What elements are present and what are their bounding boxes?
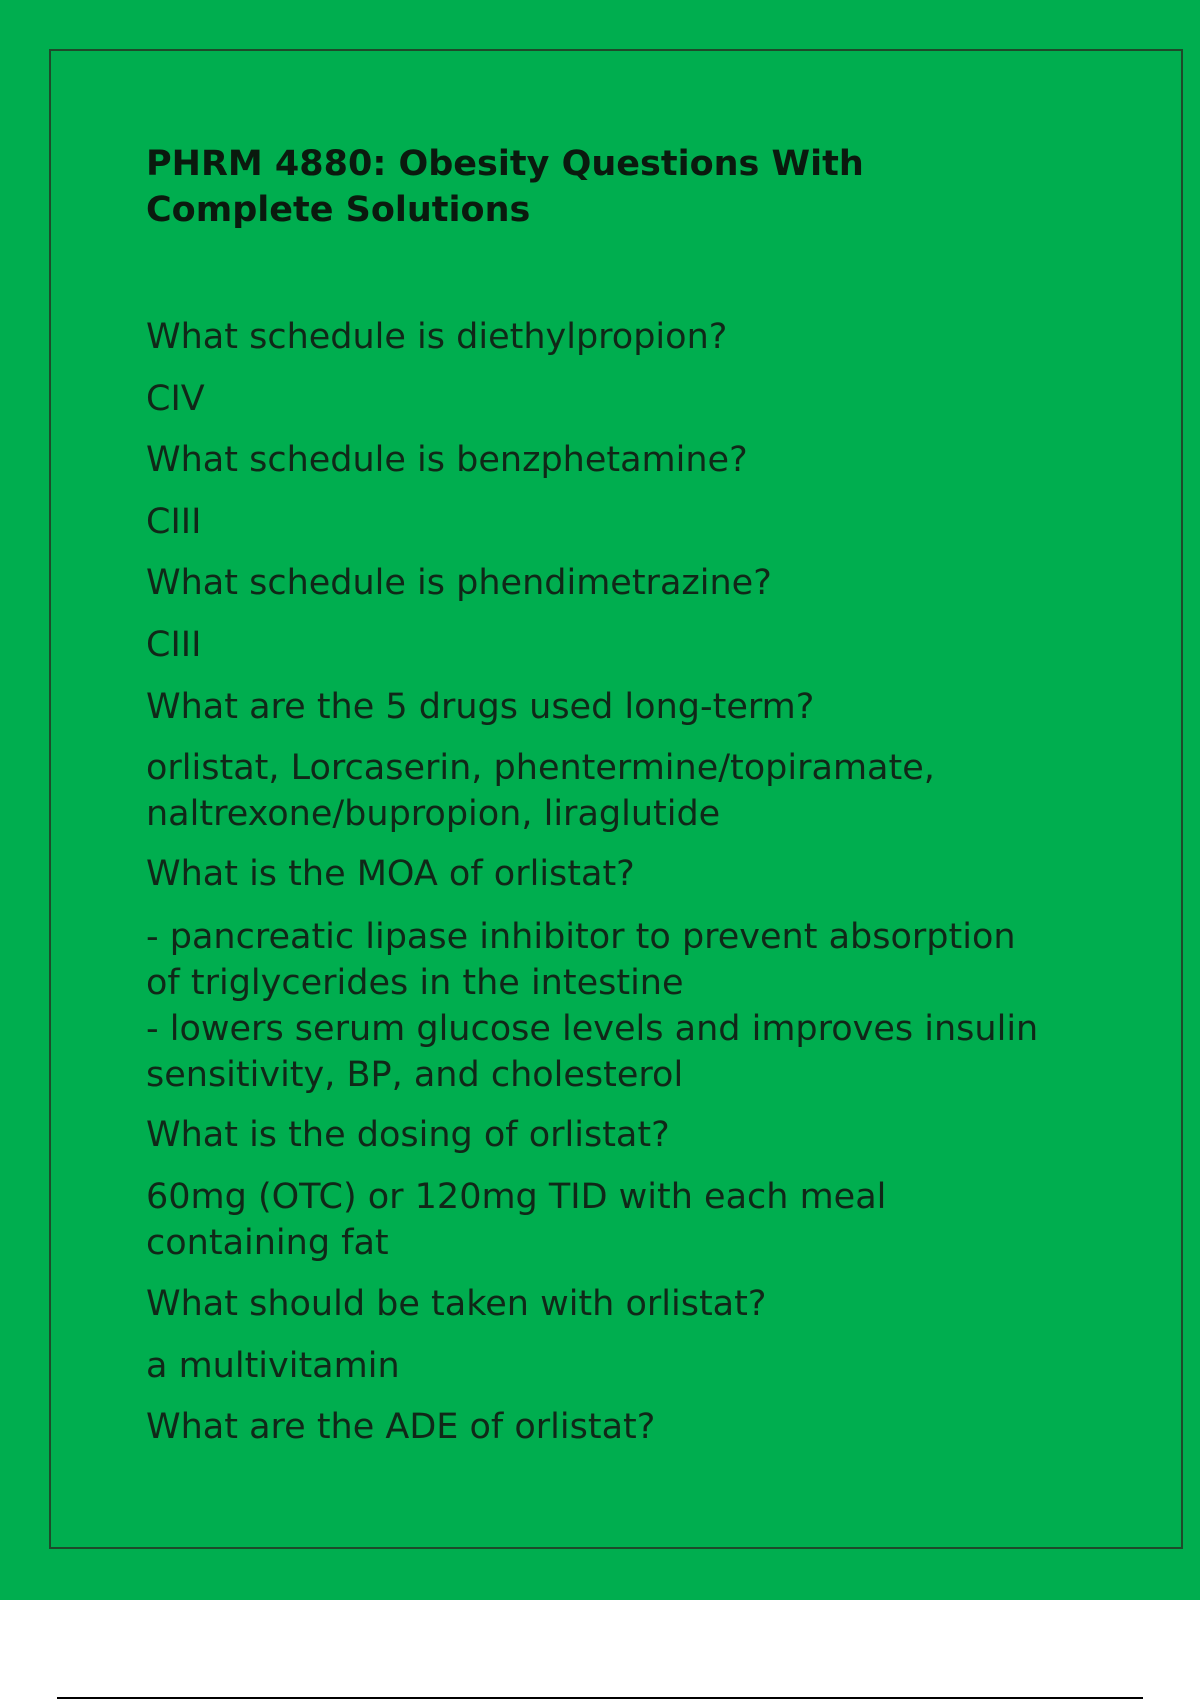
answer-2: CIII xyxy=(146,502,202,542)
question-8: What are the ADE of orlistat? xyxy=(146,1407,656,1447)
answer-7: a multivitamin xyxy=(146,1346,400,1386)
question-1: What schedule is diethylpropion? xyxy=(146,317,728,357)
answer-4: orlistat, Lorcaserin, phentermine/topiramate, naltrexone/bupropion, liraglutide xyxy=(146,748,935,834)
answer-1: CIV xyxy=(146,379,205,419)
answer-3: CIII xyxy=(146,625,202,665)
answer-5: - pancreatic lipase inhibitor to prevent absorption of triglycerides in the intestine - lowers serum glucose levels and improves insulin sensitivity, BP, and cholesterol xyxy=(146,917,1039,1095)
question-2: What schedule is benzphetamine? xyxy=(146,440,748,480)
question-7: What should be taken with orlistat? xyxy=(146,1284,767,1324)
document-title: PHRM 4880: Obesity Questions With Complete Solutions xyxy=(146,144,864,230)
answer-6: 60mg (OTC) or 120mg TID with each meal containing fat xyxy=(146,1177,887,1263)
question-5: What is the MOA of orlistat? xyxy=(146,854,635,894)
question-3: What schedule is phendimetrazine? xyxy=(146,563,772,603)
footer-rule xyxy=(57,1697,1143,1699)
question-6: What is the dosing of orlistat? xyxy=(146,1115,670,1155)
question-4: What are the 5 drugs used long-term? xyxy=(146,687,815,727)
